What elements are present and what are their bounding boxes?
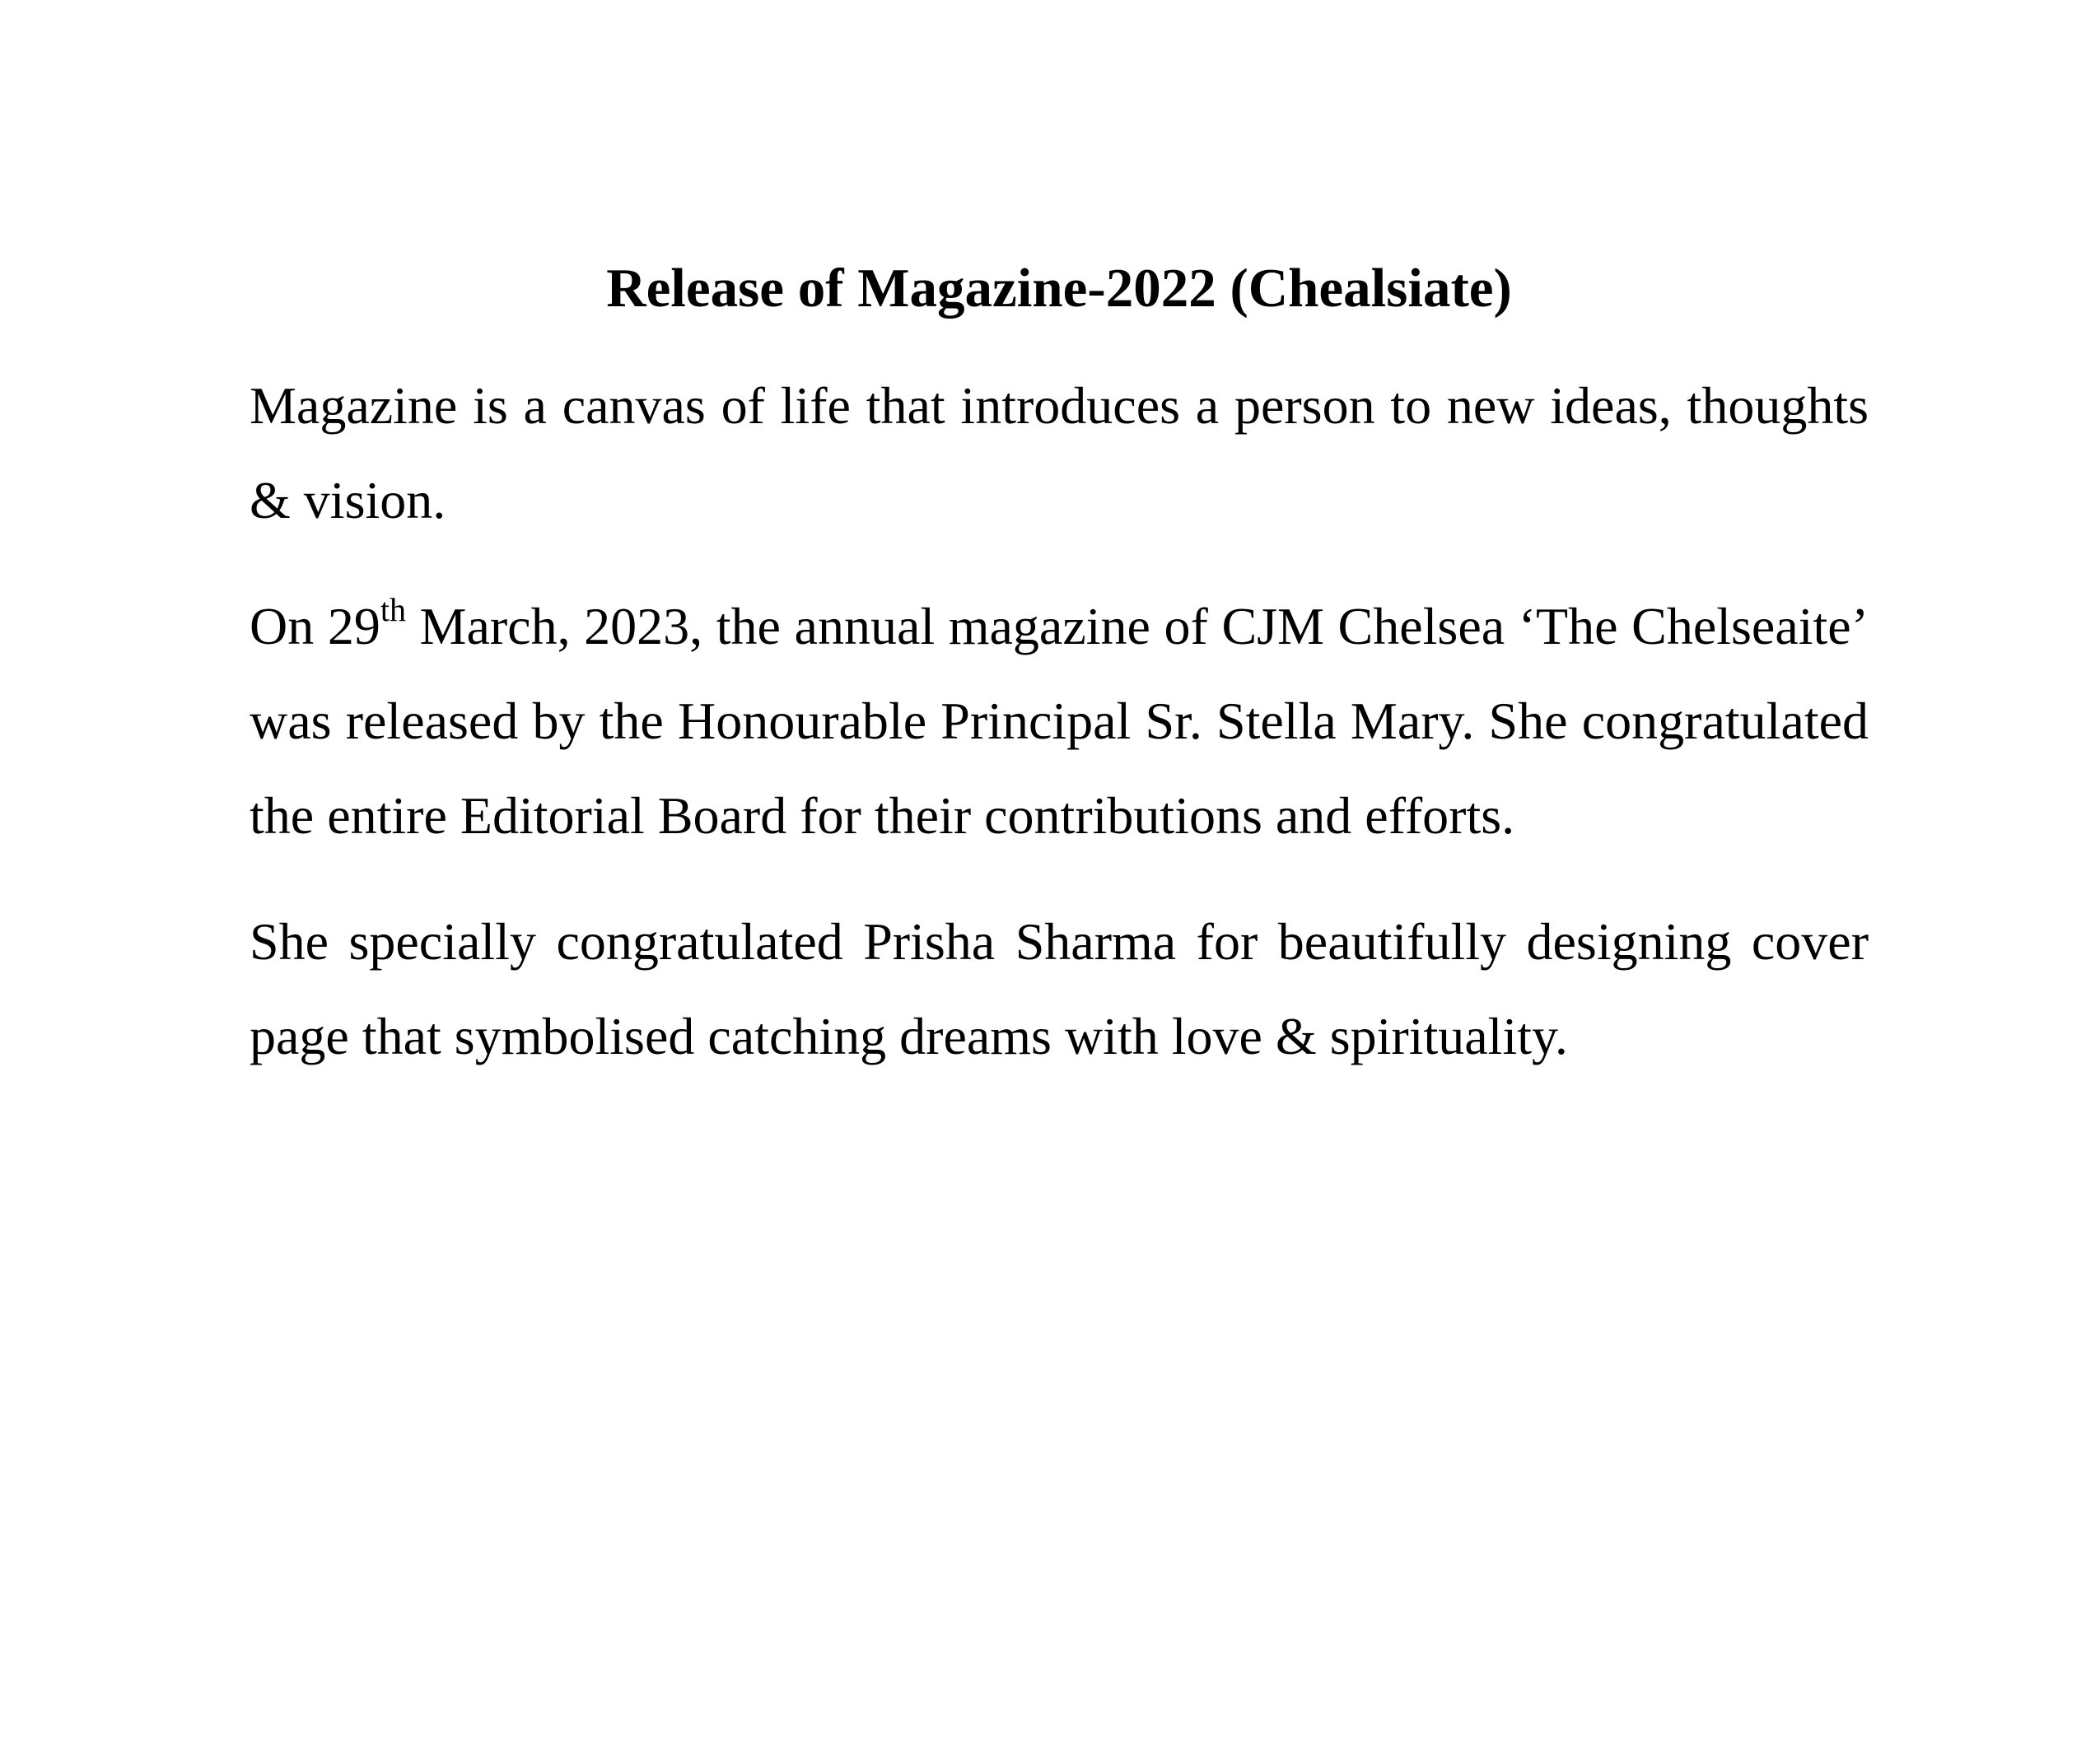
paragraph-intro: Magazine is a canvas of life that introduces a person to new ideas, thoughts & vision. xyxy=(250,376,1869,529)
paragraph-cover-design: She specially congratulated Prisha Sharma for beautifully designing cover page that symbolised catching dreams with love & spirituality. xyxy=(250,912,1869,1065)
document-title: Release of Magazine-2022 (Chealsiate) xyxy=(606,258,1512,319)
paragraph-release xyxy=(250,579,1869,863)
date-ordinal-suffix: th xyxy=(380,591,406,628)
release-date-prefix: On 29 xyxy=(250,597,380,655)
release-details-text: March, 2023, the annual magazine of CJM Chelsea ‘The Chelseaite’ was released by the Honourable Principal Sr. Stella Mary. She congratulated the entire Editorial Board for their contributions and efforts. xyxy=(250,597,1869,845)
document-body xyxy=(250,247,1869,1083)
